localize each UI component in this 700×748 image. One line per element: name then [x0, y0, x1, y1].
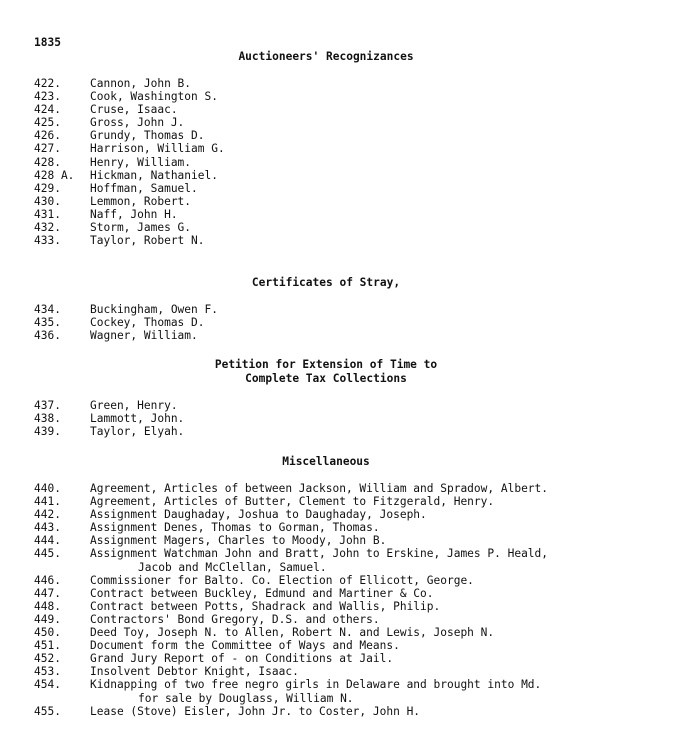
entry-number: 446.: [34, 573, 61, 587]
entry-number: 450.: [34, 626, 61, 640]
list-item: [34, 665, 674, 678]
section-subheading-petition: Complete Tax Collections: [245, 372, 407, 385]
miscellaneous-list: [34, 482, 674, 718]
entry-number: 453.: [34, 665, 61, 679]
entry-number: 435.: [34, 316, 61, 330]
entry-row: [34, 652, 674, 665]
entry-text: Wagner, William.: [90, 329, 198, 343]
entry-number: 448.: [34, 599, 61, 613]
list-item: [34, 652, 674, 665]
entry-row: [34, 142, 674, 155]
entry-text: Green, Henry.: [90, 399, 178, 412]
entry-number: 449.: [34, 612, 61, 626]
entry-number: 443.: [34, 521, 61, 535]
entry-text: Buckingham, Owen F.: [90, 303, 218, 316]
list-item: [34, 142, 674, 155]
entry-row: [34, 169, 674, 182]
entry-row: [34, 495, 674, 508]
entry-number: 454.: [34, 678, 61, 692]
petition-list: [34, 399, 674, 438]
entry-row: [34, 574, 674, 587]
list-item: [34, 482, 674, 495]
entry-text: Assignment Watchman John and Bratt, John to Erskine, James P. Heald,: [90, 547, 549, 561]
list-item: [34, 234, 674, 247]
entry-text: Commissioner for Balto. Co. Election of Ellicott, George.: [90, 573, 474, 587]
list-item: [34, 613, 674, 626]
list-item: [34, 116, 674, 129]
entry-row: [34, 508, 674, 521]
entry-row: [34, 234, 674, 247]
entry-row: [34, 221, 674, 234]
list-item: [34, 316, 674, 329]
entry-number: 440.: [34, 482, 61, 495]
entry-text: Contract between Potts, Shadrack and Wallis, Philip.: [90, 599, 441, 613]
entry-text: Hickman, Nathaniel.: [90, 168, 218, 182]
entry-row: [34, 156, 674, 169]
entry-row: [34, 129, 674, 142]
entry-number: 434.: [34, 303, 61, 316]
entry-row: [34, 316, 674, 329]
entry-row: [34, 482, 674, 495]
entry-number: 429.: [34, 181, 61, 195]
entry-number: 432.: [34, 221, 61, 235]
list-item: [34, 195, 674, 208]
entry-number: 455.: [34, 704, 61, 718]
entry-row: [34, 116, 674, 129]
list-item: [34, 412, 674, 425]
page-year: 1835: [34, 36, 61, 49]
list-item: [34, 103, 674, 116]
entry-number: 442.: [34, 508, 61, 522]
entry-text: Document form the Committee of Ways and Means.: [90, 639, 400, 653]
entry-row: [34, 639, 674, 652]
entry-continuation: for sale by Douglass, William N.: [138, 691, 354, 705]
entry-text: Cannon, John B.: [90, 77, 192, 90]
section-heading-petition: Petition for Extension of Time to: [214, 358, 438, 371]
list-item: [34, 329, 674, 342]
entry-number: 436.: [34, 329, 61, 343]
list-item: [34, 639, 674, 652]
entry-number: 441.: [34, 495, 61, 509]
list-item: [34, 587, 674, 600]
entry-row: [34, 103, 674, 116]
entry-row: [34, 208, 674, 221]
list-item: [34, 508, 674, 521]
entry-number: 422.: [34, 77, 61, 90]
list-item: [34, 129, 674, 142]
entry-row: [34, 587, 674, 600]
entry-number: 431.: [34, 207, 61, 221]
entry-text: Gross, John J.: [90, 116, 185, 130]
entry-text: Agreement, Articles of Butter, Clement to Fitzgerald, Henry.: [90, 495, 495, 509]
entry-text: Grundy, Thomas D.: [90, 129, 205, 143]
list-item: [34, 425, 674, 438]
entry-number: 433.: [34, 234, 61, 248]
entry-text: Lemmon, Robert.: [90, 194, 192, 208]
entry-number: 427.: [34, 142, 61, 156]
entry-number: 437.: [34, 399, 61, 412]
entry-text: Contractors' Bond Gregory, D.S. and others.: [90, 612, 380, 626]
list-item: [34, 399, 674, 412]
entry-row: [34, 705, 674, 718]
entry-text: Cockey, Thomas D.: [90, 316, 205, 330]
entry-row: [34, 521, 674, 534]
entry-text: Taylor, Robert N.: [90, 234, 205, 248]
entry-text: Grand Jury Report of - on Conditions at Jail.: [90, 652, 394, 666]
entry-row: [34, 534, 674, 547]
list-item: [34, 495, 674, 508]
entry-row: [34, 399, 674, 412]
section-heading-strays: Certificates of Stray,: [251, 276, 401, 289]
entry-row: [34, 613, 674, 626]
entry-text: Contract between Buckley, Edmund and Martiner & Co.: [90, 586, 434, 600]
list-item: [34, 303, 674, 316]
list-item: [34, 678, 674, 704]
entry-text: Assignment Daughaday, Joshua to Daughaday, Joseph.: [90, 508, 427, 522]
entry-number: 438.: [34, 412, 61, 426]
entry-text: Cook, Washington S.: [90, 90, 218, 104]
entry-text: Assignment Magers, Charles to Moody, John B.: [90, 534, 387, 548]
entry-row: [34, 425, 674, 438]
entry-text: Insolvent Debtor Knight, Isaac.: [90, 665, 299, 679]
list-item: [34, 705, 674, 718]
entry-text: Lammott, John.: [90, 412, 185, 426]
entry-number: 445.: [34, 547, 61, 561]
entry-row: [34, 77, 674, 90]
entry-text: Cruse, Isaac.: [90, 103, 178, 117]
strays-list: [34, 303, 674, 342]
entry-row: [34, 303, 674, 316]
entry-number: 452.: [34, 652, 61, 666]
entry-number: 447.: [34, 586, 61, 600]
list-item: [34, 90, 674, 103]
entry-number: 424.: [34, 103, 61, 117]
entry-number: 428.: [34, 155, 61, 169]
entry-row: [34, 678, 674, 691]
entry-row: [34, 600, 674, 613]
entry-text: Henry, William.: [90, 155, 192, 169]
list-item: [34, 208, 674, 221]
entry-text: Hoffman, Samuel.: [90, 181, 198, 195]
entry-number: 439.: [34, 425, 61, 439]
entry-text: Storm, James G.: [90, 221, 192, 235]
entry-text: Kidnapping of two free negro girls in Delaware and brought into Md.: [90, 678, 542, 692]
entry-text: Deed Toy, Joseph N. to Allen, Robert N. and Lewis, Joseph N.: [90, 626, 495, 640]
entry-text: Naff, John H.: [90, 207, 178, 221]
entry-text: Agreement, Articles of between Jackson, William and Spradow, Albert.: [90, 482, 549, 495]
entry-text: Lease (Stove) Eisler, John Jr. to Coster, John H.: [90, 704, 421, 718]
entry-number: 423.: [34, 90, 61, 104]
auctioneers-list: [34, 77, 674, 247]
list-item: [34, 182, 674, 195]
entry-row: [34, 195, 674, 208]
entry-row: [34, 412, 674, 425]
section-heading-miscellaneous: Miscellaneous: [282, 455, 370, 468]
entry-text: Harrison, William G.: [90, 142, 225, 156]
entry-row: [34, 90, 674, 103]
entry-text: Taylor, Elyah.: [90, 425, 185, 439]
list-item: [34, 600, 674, 613]
section-heading-auctioneers: Auctioneers' Recognizances: [238, 50, 414, 63]
entry-number: 451.: [34, 639, 61, 653]
list-item: [34, 77, 674, 90]
entry-row: [34, 665, 674, 678]
list-item: [34, 574, 674, 587]
entry-continuation: Jacob and McClellan, Samuel.: [138, 560, 327, 574]
entry-number: 444.: [34, 534, 61, 548]
entry-number: 426.: [34, 129, 61, 143]
entry-row: [34, 547, 674, 560]
list-item: [34, 626, 674, 639]
entry-number: 425.: [34, 116, 61, 130]
entry-row: [34, 626, 674, 639]
list-item: [34, 169, 674, 182]
entry-row: [34, 329, 674, 342]
entry-text: Assignment Denes, Thomas to Gorman, Thomas.: [90, 521, 380, 535]
entry-number: 430.: [34, 194, 61, 208]
list-item: [34, 156, 674, 169]
list-item: [34, 521, 674, 534]
list-item: [34, 534, 674, 547]
entry-row: [34, 182, 674, 195]
list-item: [34, 547, 674, 573]
entry-number: 428 A.: [34, 168, 75, 182]
list-item: [34, 221, 674, 234]
